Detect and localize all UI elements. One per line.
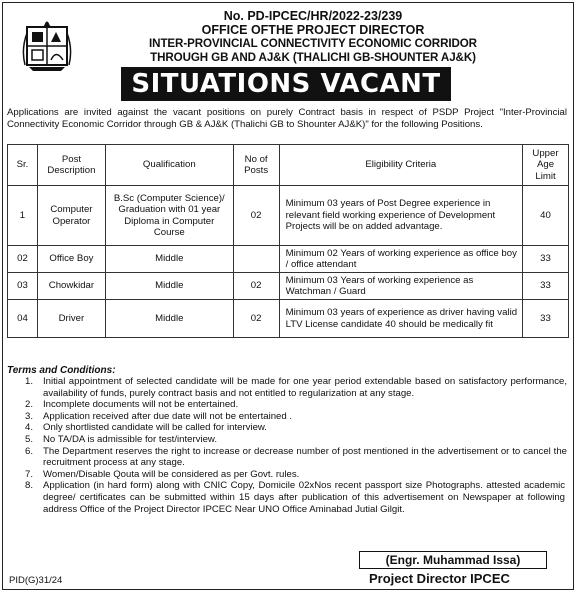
cell-sr: 03 (8, 273, 38, 300)
signatory-title: Project Director IPCEC (369, 571, 510, 586)
government-emblem-icon (21, 19, 73, 71)
cell-posts: 02 (233, 273, 279, 300)
column-header-posts: No of Posts (233, 145, 279, 186)
list-item (7, 469, 567, 481)
cell-post: Computer Operator (37, 186, 105, 246)
column-header-post: Post Description (37, 145, 105, 186)
cell-qualification: Middle (105, 273, 233, 300)
cell-posts: 02 (233, 186, 279, 246)
term-text: Application (in hard form) along with CNIC Copy, Domicile 02xNos recent passport size Photographs. attested academic degree/ certificates can be submitted within 15 days after publication of this advertisement on Newspaper at following address Office of the Project Director IPCEC Near UNO Office Aminabad Jutial Gilgit. (43, 480, 565, 515)
advertisement-frame (2, 2, 574, 590)
cell-sr: 1 (8, 186, 38, 246)
table-row (8, 246, 569, 273)
term-number: 4. (24, 422, 33, 434)
column-header-eligibility: Eligibility Criteria (279, 145, 522, 186)
reference-number: No. PD-IPCEC/HR/2022-23/239 (223, 9, 403, 23)
column-header-sr: Sr. (8, 145, 38, 186)
cell-age: 33 (523, 246, 569, 273)
cell-post: Chowkidar (37, 273, 105, 300)
cell-qualification: Middle (105, 246, 233, 273)
pid-number: PID(G)31/24 (9, 575, 63, 586)
cell-eligibility: Minimum 02 Years of working experience as office boy / office attendant (279, 246, 522, 273)
list-item (7, 376, 567, 399)
terms-section (7, 365, 567, 515)
table-row (8, 186, 569, 246)
signatory-name: (Engr. Muhammad Issa) (359, 551, 547, 569)
term-number: 7. (24, 468, 33, 480)
cell-post: Office Boy (37, 246, 105, 273)
cell-qualification: B.Sc (Computer Science)/ Graduation with 01 year Diploma in Computer Course (105, 186, 233, 246)
cell-posts: 02 (233, 300, 279, 338)
term-number: 6. (24, 445, 33, 457)
term-number: 2. (24, 399, 33, 411)
list-item (7, 399, 567, 411)
project-title-line2: THROUGH GB AND AJ&K (THALICHI GB-SHOUNTER AJ&K) (150, 51, 476, 64)
cell-eligibility: Minimum 03 years of experience as driver having valid LTV License candidate 40 should be medically fit (279, 300, 522, 338)
term-text: Only shortlisted candidate will be called for interview. (43, 422, 267, 434)
table-row (8, 300, 569, 338)
list-item (7, 434, 567, 446)
list-item (7, 422, 567, 434)
list-item (7, 480, 567, 515)
cell-posts (233, 246, 279, 273)
term-text: Initial appointment of selected candidate will be made for one year period extendable based on satisfactory performance, availability of funds, purely contract basis and not entitled to regularization at any stage. (43, 376, 567, 399)
term-number: 5. (24, 433, 33, 445)
project-title-line1: INTER-PROVINCIAL CONNECTIVITY ECONOMIC CORRIDOR (149, 37, 477, 50)
term-number: 1. (24, 376, 33, 387)
cell-age: 33 (523, 273, 569, 300)
term-number: 3. (24, 410, 33, 422)
term-number: 8. (24, 480, 33, 492)
situations-vacant-banner: SITUATIONS VACANT (121, 67, 451, 101)
term-text: Application received after due date will not be entertained . (43, 410, 293, 422)
header (3, 3, 575, 101)
cell-qualification: Middle (105, 300, 233, 338)
cell-eligibility: Minimum 03 Years of working experience as Watchman / Guard (279, 273, 522, 300)
term-text: No TA/DA is admissible for test/interview. (43, 433, 217, 445)
cell-sr: 04 (8, 300, 38, 338)
cell-age: 40 (523, 186, 569, 246)
column-header-age: Upper Age Limit (523, 145, 569, 186)
intro-paragraph: Applications are invited against the vacant positions on purely Contract basis in respect of PSDP Project "Inter-Provincial Connectivity Economic Corridor through GB & AJ&K (Thalichi GB to Shounter AJ&K)" for the following Positions. (7, 107, 567, 130)
positions-table (7, 144, 569, 338)
term-text: The Department reserves the right to increase or decrease number of post mentioned in the advertisement or to cancel the recruitment process at any stage. (43, 445, 567, 469)
column-header-qualification: Qualification (105, 145, 233, 186)
cell-eligibility: Minimum 03 years of Post Degree experience in relevant field working experience of Development Projects will be on added advantage. (279, 186, 522, 246)
cell-post: Driver (37, 300, 105, 338)
list-item (7, 411, 567, 423)
table-header-row (8, 145, 569, 186)
term-text: Incomplete documents will not be entertained. (43, 399, 239, 411)
terms-title: Terms and Conditions: (7, 365, 116, 376)
table-row (8, 273, 569, 300)
cell-age: 33 (523, 300, 569, 338)
term-text: Women/Disable Qouta will be considered as per Govt. rules. (43, 468, 300, 480)
cell-sr: 02 (8, 246, 38, 273)
office-title: OFFICE OFTHE PROJECT DIRECTOR (201, 23, 425, 37)
list-item (7, 446, 567, 469)
